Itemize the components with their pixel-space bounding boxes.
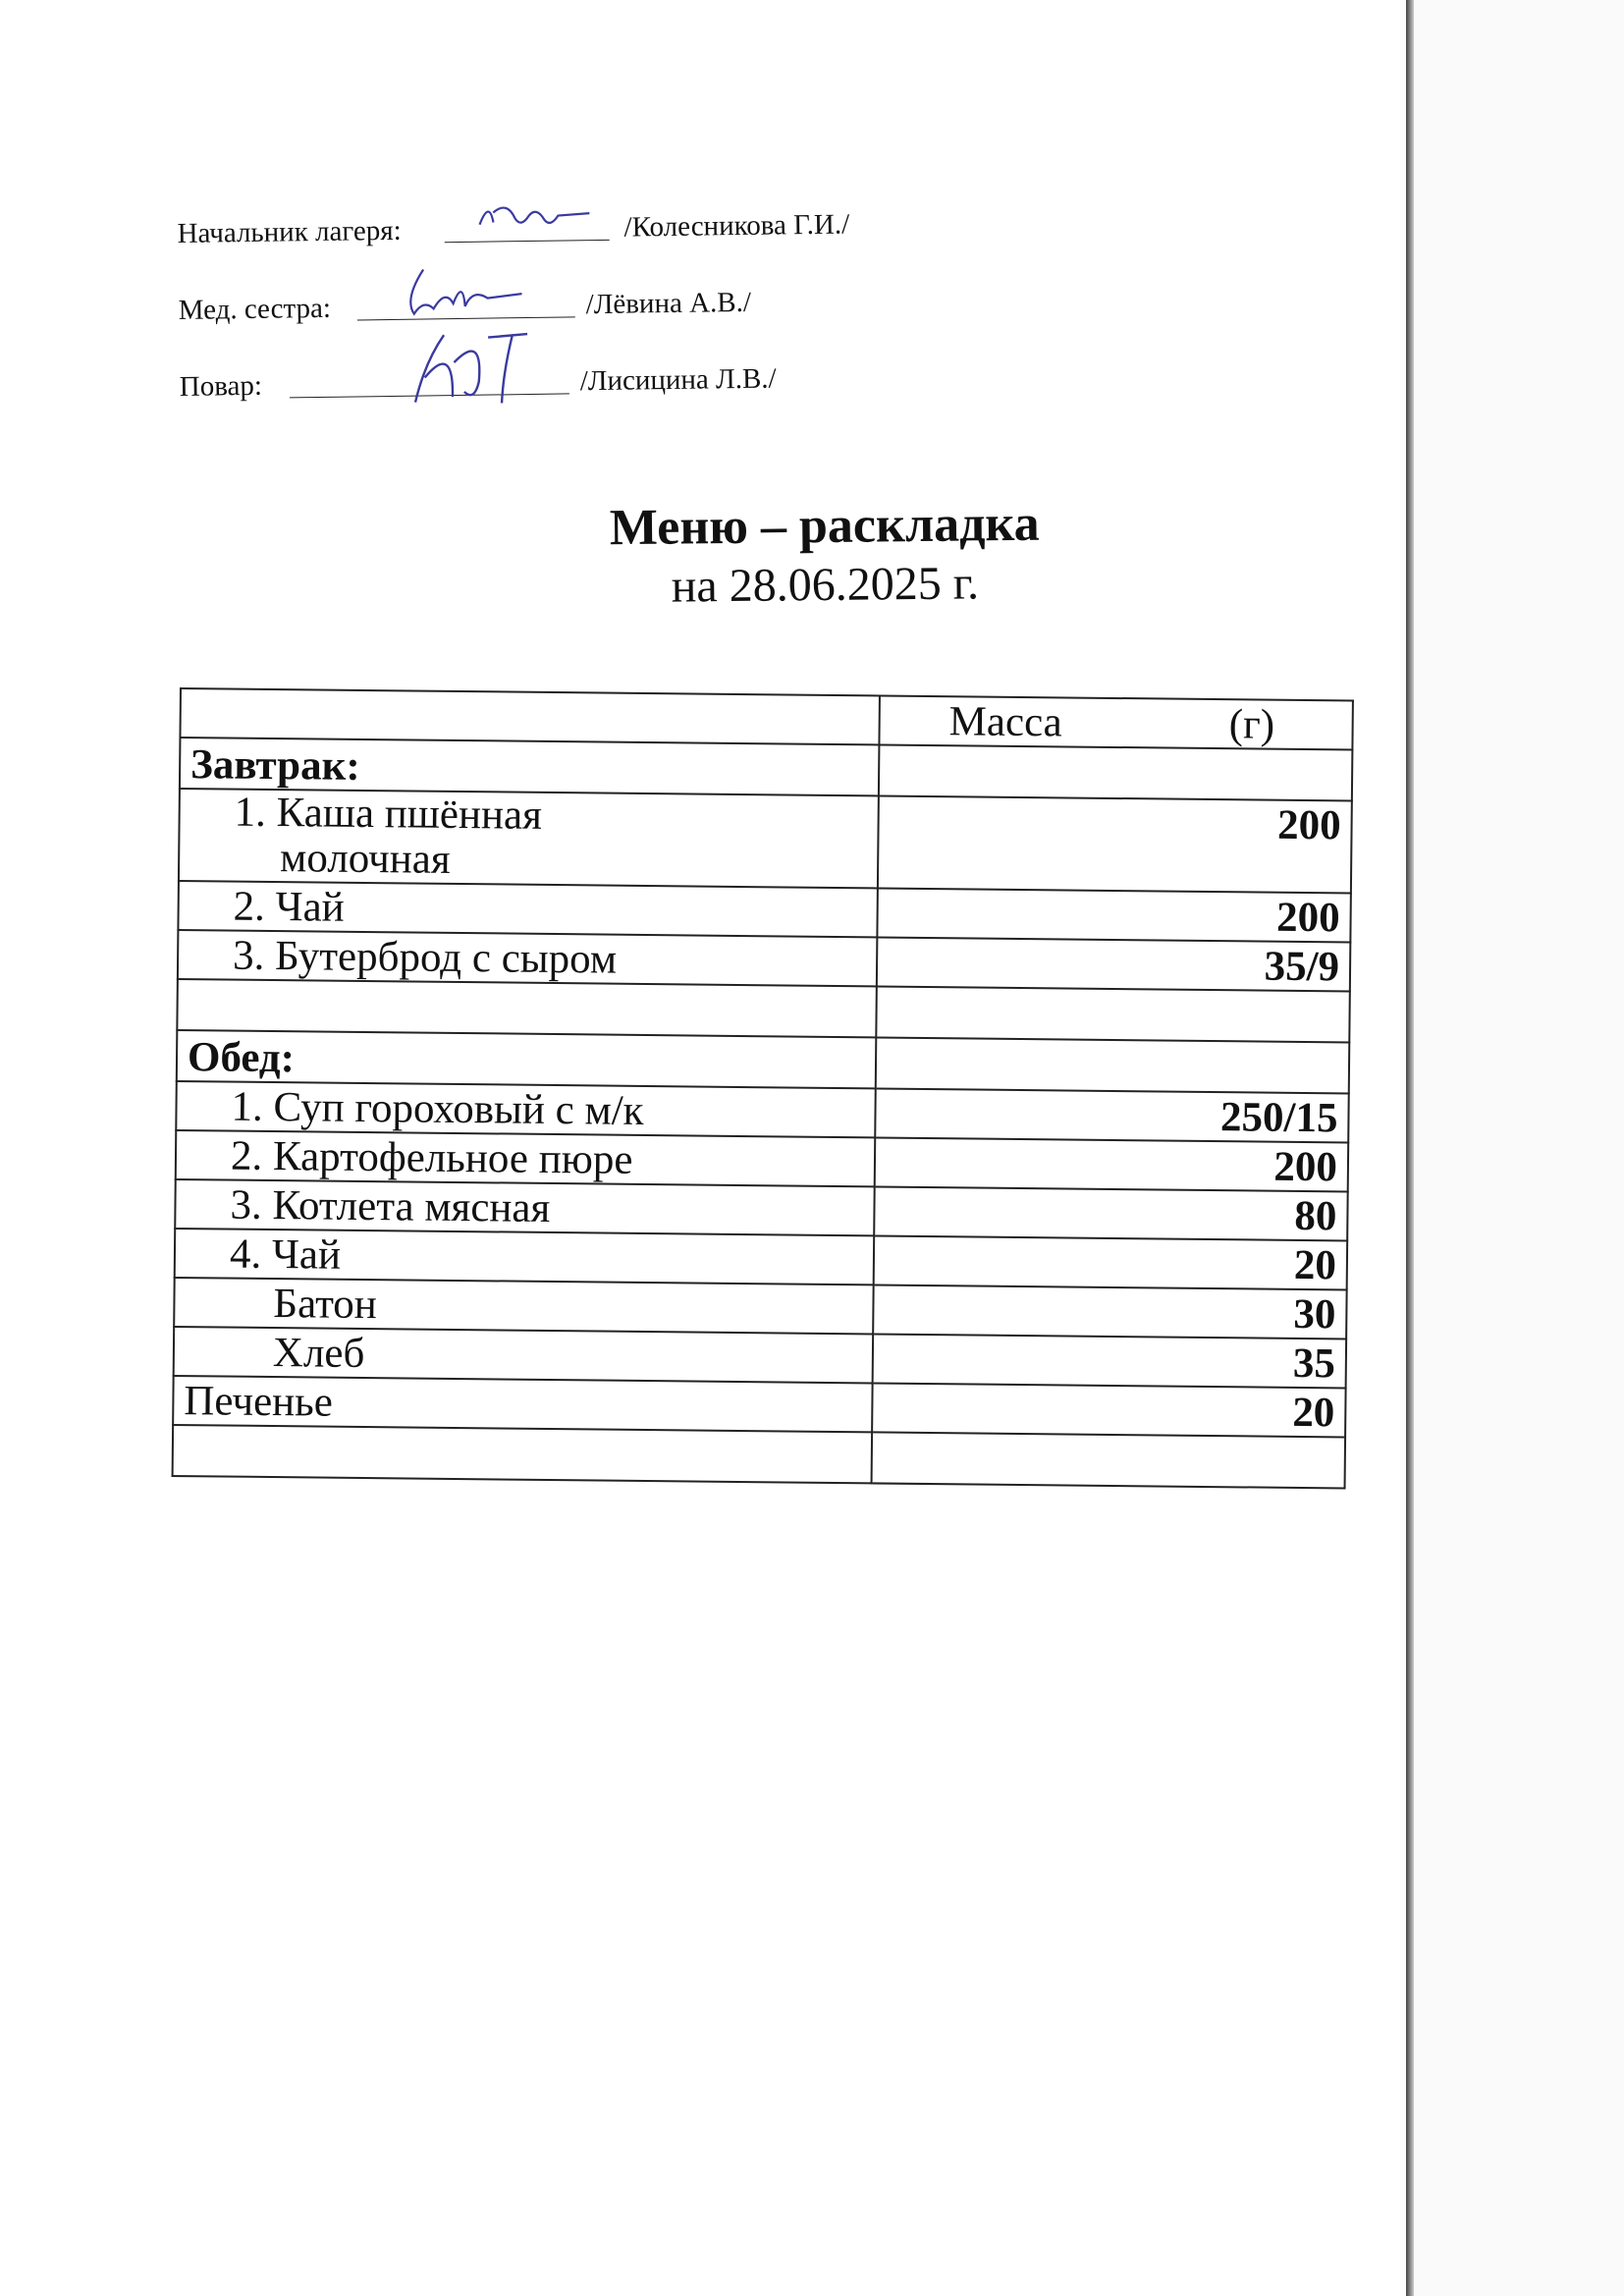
document-title: Меню – раскладка xyxy=(609,495,1040,557)
dish-mass: 200 xyxy=(875,1137,1348,1191)
document-title-block xyxy=(549,493,1100,617)
dish-mass: 20 xyxy=(872,1383,1345,1437)
table-cell xyxy=(173,1425,873,1483)
mass-column-header: Масса xyxy=(948,698,1063,746)
signatory-name: /Лисицина Л.В./ xyxy=(579,362,777,398)
table-cell xyxy=(179,789,879,888)
dish-name: 1. Каша пшённая молочная xyxy=(234,789,543,883)
signatory-name: /Лёвина А.В./ xyxy=(585,286,752,321)
table-cell xyxy=(876,986,1350,1042)
signature-row-nurse xyxy=(178,257,964,345)
table-row xyxy=(179,789,1352,893)
dish-name: 3. Котлета мясная xyxy=(175,1179,874,1235)
dish-mass: 35/9 xyxy=(877,937,1350,991)
signature-role: Мед. сестра: xyxy=(178,292,332,326)
table-cell xyxy=(879,744,1353,800)
signature-row-cook xyxy=(179,334,965,421)
scan-page-edge xyxy=(1406,0,1414,2296)
scan-margin xyxy=(1414,0,1624,2296)
table-cell xyxy=(876,1037,1350,1093)
section-label-lunch: Обед: xyxy=(177,1030,877,1088)
dish-name: 4. Чай xyxy=(175,1229,874,1285)
table-cell xyxy=(180,688,879,744)
signatory-name: /Колесникова Г.И./ xyxy=(623,208,850,244)
dish-mass: 30 xyxy=(873,1285,1346,1339)
section-label-breakfast: Завтрак: xyxy=(180,738,880,795)
signature-block xyxy=(177,181,965,421)
mass-unit: (г) xyxy=(1228,701,1275,748)
signature-role: Начальник лагеря: xyxy=(177,214,402,249)
dish-mass: 35 xyxy=(873,1334,1346,1388)
table-cell xyxy=(872,1432,1346,1488)
dish-name: 2. Картофельное пюре xyxy=(176,1130,875,1186)
dish-mass: 20 xyxy=(874,1235,1347,1289)
dish-name: Батон xyxy=(174,1278,873,1334)
table-row xyxy=(173,1425,1345,1489)
dish-mass: 200 xyxy=(878,795,1352,893)
signature-row-camp-head xyxy=(177,181,963,268)
handwritten-signature-icon xyxy=(394,258,532,329)
handwritten-signature-icon xyxy=(395,322,553,412)
dish-name: 1. Суп гороховый с м/к xyxy=(176,1081,875,1137)
handwritten-signature-icon xyxy=(471,193,610,245)
dish-mass: 200 xyxy=(877,888,1350,942)
dish-mass: 80 xyxy=(874,1186,1347,1240)
dish-name: Печенье xyxy=(173,1376,872,1432)
dish-mass: 250/15 xyxy=(875,1088,1348,1142)
table-cell xyxy=(177,979,877,1037)
signature-role: Повар: xyxy=(179,369,263,403)
menu-table xyxy=(172,687,1354,1489)
dish-name: 3. Бутерброд с сыром xyxy=(178,930,877,986)
document-date: на 28.06.2025 г. xyxy=(671,557,980,613)
dish-name: Хлеб xyxy=(174,1327,873,1383)
table-cell xyxy=(879,695,1352,749)
dish-name: 2. Чай xyxy=(178,881,877,937)
